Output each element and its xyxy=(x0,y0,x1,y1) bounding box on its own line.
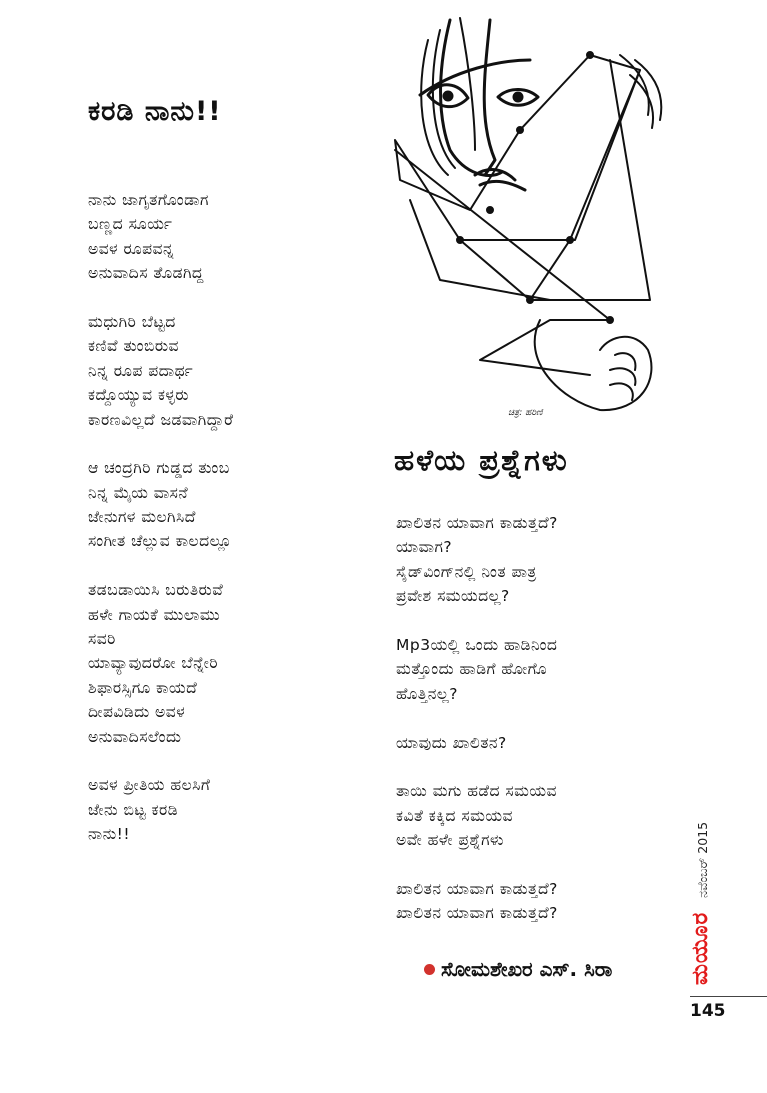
stanza-gap xyxy=(396,706,558,730)
artist-signature: ಚಿತ್ರ: ಹರಿಣಿ xyxy=(508,408,543,418)
stanza-gap xyxy=(396,755,558,779)
poem-line: ನಿನ್ನ ಮೈಯ ವಾಸನೆ xyxy=(88,483,189,502)
poem-line: ಪ್ರವೇಶ ಸಮಯದಲ್ಲ? xyxy=(396,587,510,606)
poem-line: ಕವಿತೆ ಕಕ್ಕಿದ ಸಮಯವ xyxy=(396,806,513,825)
stanza-gap xyxy=(88,749,234,773)
poem-line: ಹೊತ್ತಿನಲ್ಲ? xyxy=(396,684,459,703)
poem-line: ನಿನ್ನ ರೂಪ ಪದಾರ್ಥ xyxy=(88,361,194,380)
poem-line: ಯಾವಾಗ? xyxy=(396,538,453,557)
poem-line: ಯಾವ್ಯಾವುದರೋ ಬೆನ್ನೇರಿ xyxy=(88,654,219,673)
poem-title-right: ಹಳೆಯ ಪ್ರಶ್ನೆಗಳು xyxy=(394,443,569,477)
poem-line: ಕಣಿವೆ ತುಂಬಿರುವ xyxy=(88,337,179,356)
author-name: ಸೋಮಶೇಖರ ಎಸ್. ಸಿರಾ xyxy=(441,957,613,981)
poem-line: ನಾನು ಜಾಗೃತಗೊಂಡಾಗ xyxy=(88,191,209,209)
poem-line: ನಾನು!! xyxy=(88,825,131,844)
poem-line: ಹಳೇ ಗಾಯಕೆ ಮುಲಾಮು xyxy=(88,605,221,624)
issue-month: ನವೆಂಬರ್ 2015 xyxy=(695,821,710,898)
poem-line: ಅವಳ ರೂಪವನ್ನ xyxy=(88,239,175,258)
poem-line: ಕಾರಣವಿಲ್ಲದೆ ಜಡವಾಗಿದ್ದಾರೆ xyxy=(88,410,234,429)
poem-line: ಮತ್ತೊಂದು ಹಾಡಿಗೆ ಹೋಗೊ xyxy=(396,660,548,679)
poem-line: ಬಣ್ಣದ ಸೂರ್ಯ xyxy=(88,215,173,234)
poem-line: Mp3ಯಲ್ಲಿ ಒಂದು ಹಾಡಿನಿಂದ xyxy=(396,635,558,654)
poem-line: ಸವರಿ xyxy=(88,630,116,649)
poem-line: ದೀಪವಿಡಿದು ಅವಳ xyxy=(88,703,186,722)
poem-line: ಆ ಚಂದ್ರಗಿರಿ ಗುಡ್ಡದ ತುಂಬ xyxy=(88,459,230,478)
poem-line: ಶಿಫಾರಸ್ಸಿಗೂ ಕಾಯದೆ xyxy=(88,678,198,697)
poem-body-right xyxy=(396,511,558,926)
poem-line: ಜೇನು ಬಿಟ್ಟ ಕರಡಿ xyxy=(88,800,178,819)
poem-line: ಮಧುಗಿರಿ ಬೆಟ್ಟದ xyxy=(88,312,176,331)
stanza-gap xyxy=(88,286,234,310)
poem-line: ಅವಳ ಪ್ರೀತಿಯ ಹಲಸಿಗೆ xyxy=(88,776,211,795)
poem-line: ಸೈಡ್‌ವಿಂಗ್‌ನಲ್ಲಿ ನಿಂತ ಪಾತ್ರ xyxy=(396,562,537,581)
poem-body-left xyxy=(88,188,234,847)
magazine-sidebar xyxy=(688,822,713,985)
poem-line: ಖಾಲಿತನ ಯಾವಾಗ ಕಾಡುತ್ತದೆ? xyxy=(396,904,558,923)
stanza-gap xyxy=(396,852,558,876)
poem-title-left: ಕರಡಿ ನಾನು!! xyxy=(88,96,222,127)
poem-line: ಸಂಗೀತ ಚೆಲ್ಲುವ ಕಾಲದಲ್ಲೂ xyxy=(88,532,232,551)
stanza-gap xyxy=(88,554,234,578)
bullet-icon xyxy=(424,964,435,975)
face-drawing-illustration xyxy=(380,0,680,440)
magazine-name: ಮಯೂರ xyxy=(688,911,713,985)
stanza-gap xyxy=(396,609,558,633)
poem-line: ಜೇನುಗಳ ಮಲಗಿಸಿದೆ xyxy=(88,508,196,527)
poem-line: ಕದ್ದೊಯ್ಯುವ ಕಳ್ಳರು xyxy=(88,386,189,405)
poem-line: ಖಾಲಿತನ ಯಾವಾಗ ಕಾಡುತ್ತದೆ? xyxy=(396,879,558,898)
poem-line: ತಡಬಡಾಯಿಸಿ ಬರುತಿರುವೆ xyxy=(88,581,224,600)
stanza-gap xyxy=(88,432,234,456)
author-credit xyxy=(424,957,612,981)
footer-rule xyxy=(690,996,767,997)
poem-line: ಅವೇ ಹಳೇ ಪ್ರಶ್ನೆಗಳು xyxy=(396,831,504,850)
poem-line: ತಾಯಿ ಮಗು ಹಡೆದ ಸಮಯವ xyxy=(396,782,557,801)
poem-line: ಅನುವಾದಿಸ ತೊಡಗಿದ್ದ xyxy=(88,264,204,283)
poem-line: ಖಾಲಿತನ ಯಾವಾಗ ಕಾಡುತ್ತದೆ? xyxy=(396,514,558,532)
poem-line: ಅನುವಾದಿಸಲೆಂದು xyxy=(88,727,182,746)
poem-line: ಯಾವುದು ಖಾಲಿತನ? xyxy=(396,733,507,752)
page-number: 145 xyxy=(690,1001,726,1021)
